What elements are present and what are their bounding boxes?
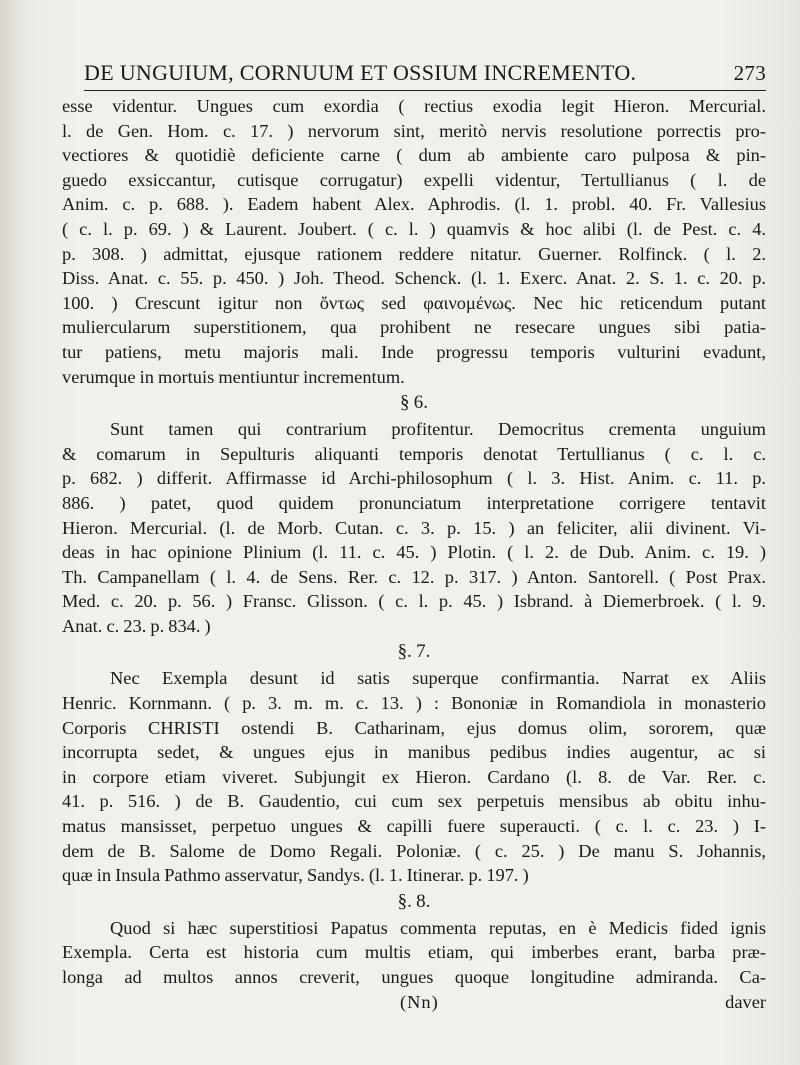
text-line: 886. ) patet, quod quidem pronunciatum interpretatione corrigere tentavit — [62, 492, 766, 513]
text-line: Nec Exempla desunt id satis superque confirmantia. Narrat ex Aliis — [110, 668, 766, 689]
running-title: DE UNGUIUM, CORNUUM ET OSSIUM INCREMENTO. — [84, 60, 637, 85]
text-line: guedo exsiccantur, cutisque corrugatur) expelli videntur, Tertullianus ( l. de — [62, 169, 766, 190]
text-line: verumque in mortuis mentiuntur incrementum. — [62, 366, 405, 387]
text-line: Exempla. Certa est historia cum multis etiam, qui imberbes erant, barba præ- — [62, 942, 766, 963]
text-line: Anim. c. p. 688. ). Eadem habent Alex. Aphrodis. (l. 1. probl. 40. Fr. Vallesius — [62, 194, 766, 215]
text-line: Sunt tamen qui contrarium profitentur. Democritus crementa unguium — [110, 419, 766, 440]
text-line: quæ in Insula Pathmo asservatur, Sandys. (l. 1. Itinerar. p. 197. ) — [62, 865, 529, 886]
section-heading-8: §. 8. — [397, 890, 431, 912]
text-line: p. 682. ) differit. Affirmasse id Archi-philosophum ( l. 3. Hist. Anim. c. 11. p. — [62, 468, 766, 489]
text-line: in corpore etiam viveret. Subjungit ex Hieron. Cardano (l. 8. de Var. Rer. c. — [62, 766, 766, 787]
text-line: dem de B. Salome de Domo Regali. Poloniæ. ( c. 25. ) De manu S. Johannis, — [62, 840, 766, 861]
text-line: Hieron. Mercurial. (l. de Morb. Cutan. c. 3. p. 15. ) an feliciter, alii divinent. Vi- — [62, 517, 766, 538]
text-line: matus mansisset, perpetuo ungues & capilli fuere superaucti. ( c. l. c. 23. ) I- — [62, 816, 766, 837]
paragraph-3 — [62, 666, 766, 887]
text-line: 41. p. 516. ) de B. Gaudentio, cui cum sex perpetuis mensibus ab obitu inhu- — [62, 791, 766, 812]
text-line: vectiores & quotidiè deficiente carne ( dum ab ambiente caro pulposa & pin- — [62, 145, 766, 166]
text-line: p. 308. ) admittat, ejusque rationem reddere nitatur. Guerner. Rolfinck. ( l. 2. — [62, 243, 766, 264]
text-line: incorrupta sedet, & ungues ejus in manibus pedibus indies augentur, ac si — [62, 742, 766, 763]
text-line: esse videntur. Ungues cum exordia ( rectius exodia legit Hieron. Mercurial. — [62, 96, 766, 116]
paragraph-4 — [62, 916, 766, 990]
page-footer — [62, 992, 766, 1013]
text-line: deas in hac opinione Plinium (l. 11. c. 45. ) Plotin. ( l. 2. de Dub. Anim. c. 19. ) — [62, 542, 766, 563]
page-number: 273 — [733, 61, 766, 85]
text-line: 100. ) Crescunt igitur non ὄντως sed φαινομένως. Nec hic reticendum putant — [62, 292, 766, 313]
catchword: daver — [725, 991, 766, 1012]
text-line: Anat. c. 23. p. 834. ) — [62, 615, 211, 636]
text-line: Th. Campanellam ( l. 4. de Sens. Rer. c. 12. p. 317. ) Anton. Santorell. ( Post Prax. — [62, 566, 766, 587]
text-line: & comarum in Sepulturis aliquanti temporis denotat Tertullianus ( c. l. c. — [62, 443, 766, 464]
paragraph-2 — [62, 417, 766, 638]
signature-mark: (Nn) — [400, 991, 439, 1012]
body-text — [62, 94, 766, 990]
text-line: tur patiens, metu majoris mali. Inde progressu temporis vulturini evadunt, — [62, 341, 766, 362]
text-line: longa ad multos annos creverit, ungues quoque longitudine admiranda. Ca- — [62, 967, 766, 987]
section-heading-7: §. 7. — [397, 641, 431, 663]
text-line: Diss. Anat. c. 55. p. 450. ) Joh. Theod. Schenck. (l. 1. Exerc. Anat. 2. S. 1. c. 20. p. — [62, 268, 766, 289]
text-line: Corporis CHRISTI ostendi B. Catharinam, ejus domus olim, sororem, quæ — [62, 717, 766, 738]
text-line: Med. c. 20. p. 56. ) Fransc. Glisson. ( c. l. p. 45. ) Isbrand. à Diemerbroek. ( l. 9. — [62, 591, 766, 612]
text-line: muliercularum superstitionem, qua prohibent ne resecare ungues sibi patia- — [62, 317, 766, 338]
text-line: Quod si hæc superstitiosi Papatus commenta reputas, en è Medicis fided ignis — [110, 917, 766, 938]
text-line: Henric. Kornmann. ( p. 3. m. m. c. 13. ) : Bononiæ in Romandiola in monasterio — [62, 693, 766, 714]
text-line: l. de Gen. Hom. c. 17. ) nervorum sint, meritò nervis resolutione porrectis pro- — [62, 120, 766, 141]
running-header — [84, 60, 766, 91]
section-heading-6: § 6. — [400, 392, 428, 414]
text-line: ( c. l. p. 69. ) & Laurent. Joubert. ( c. l. ) quamvis & hoc alibi (l. de Pest. c. 4. — [62, 218, 766, 239]
paragraph-1 — [62, 94, 766, 389]
